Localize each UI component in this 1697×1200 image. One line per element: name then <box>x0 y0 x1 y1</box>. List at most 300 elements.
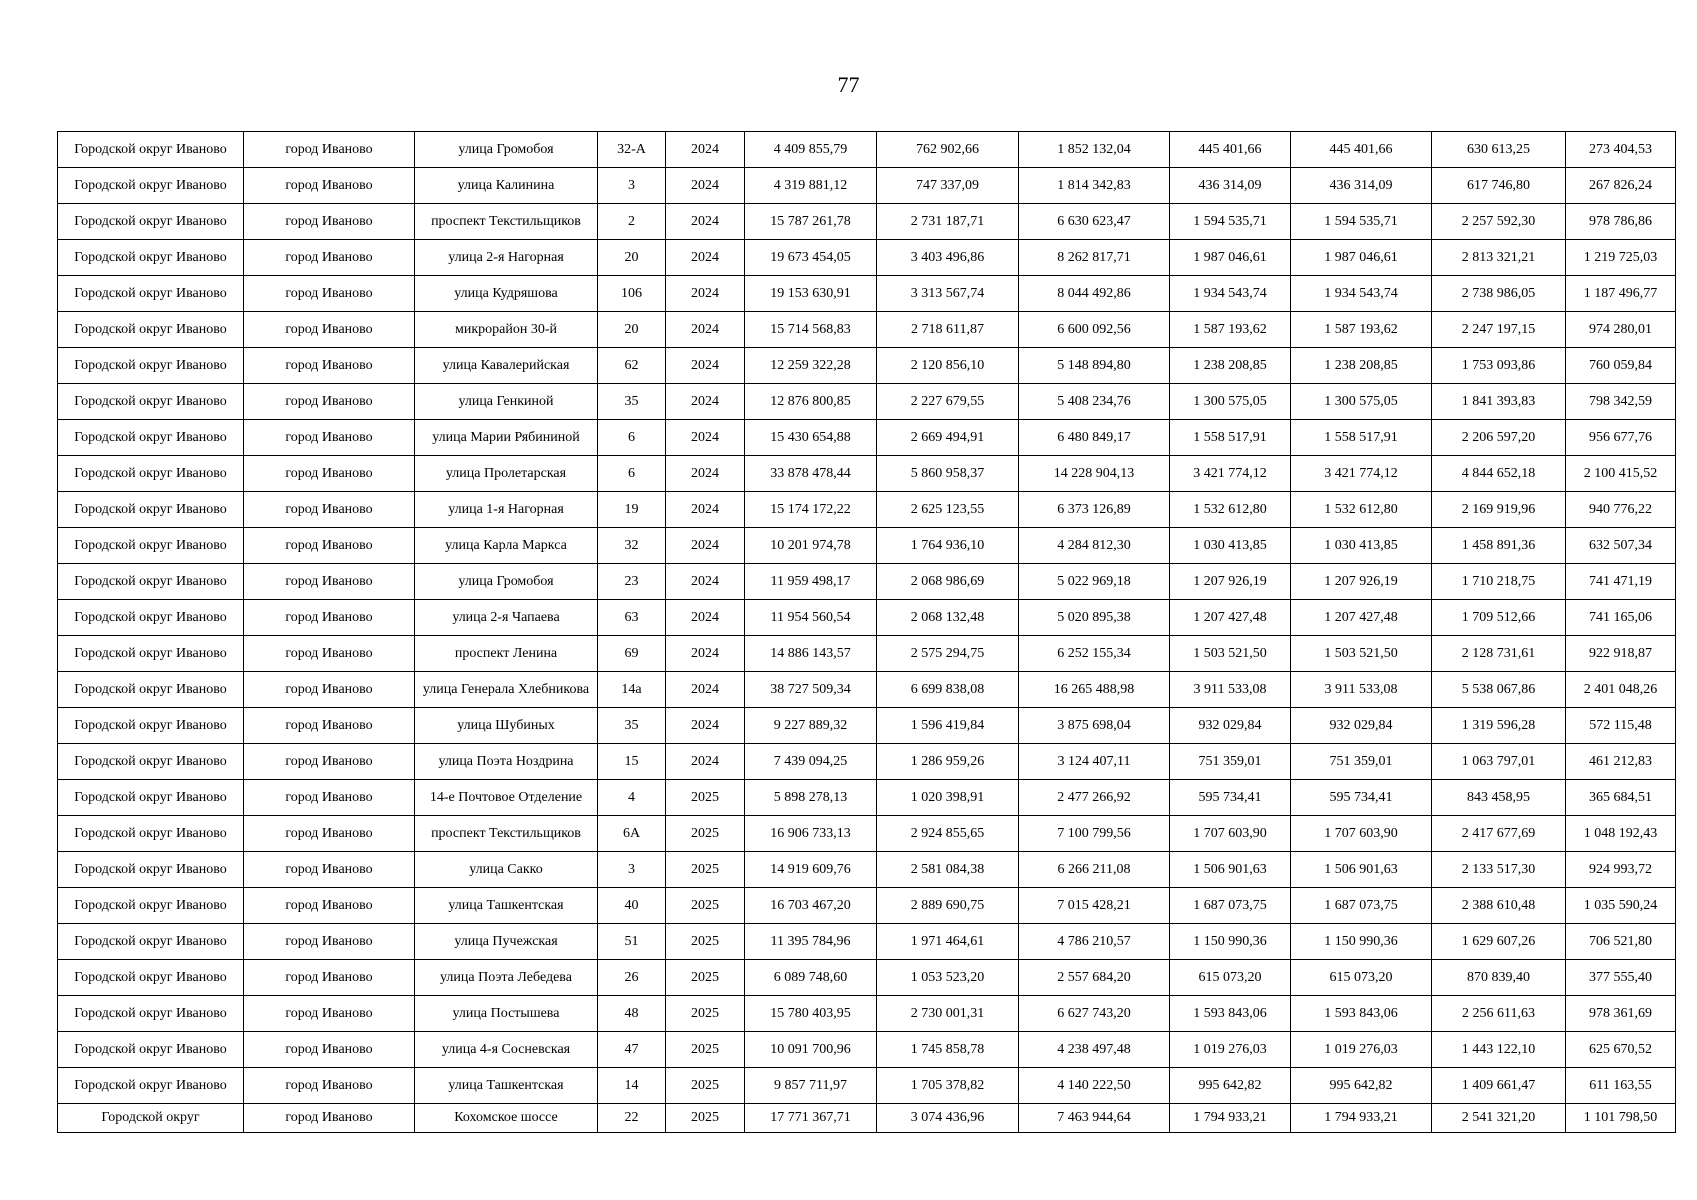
table-row <box>58 924 1676 960</box>
amount-7-cell: 1 048 192,43 <box>1566 816 1676 852</box>
locality-cell: город Иваново <box>244 996 415 1032</box>
amount-4-cell: 1 238 208,85 <box>1170 348 1291 384</box>
amount-6-cell: 2 256 611,63 <box>1432 996 1566 1032</box>
amount-6-cell: 2 388 610,48 <box>1432 888 1566 924</box>
year-cell: 2025 <box>666 852 745 888</box>
amount-3-cell: 2 557 684,20 <box>1019 960 1170 996</box>
street-cell: проспект Текстильщиков <box>415 204 598 240</box>
street-cell: улица Ташкентская <box>415 888 598 924</box>
municipality-cell: Городской округ Иваново <box>58 384 244 420</box>
locality-cell: город Иваново <box>244 672 415 708</box>
year-cell: 2025 <box>666 960 745 996</box>
locality-cell: город Иваново <box>244 708 415 744</box>
table-row <box>58 708 1676 744</box>
amount-5-cell: 1 707 603,90 <box>1291 816 1432 852</box>
amount-6-cell: 2 133 517,30 <box>1432 852 1566 888</box>
locality-cell: город Иваново <box>244 924 415 960</box>
total-cost-cell: 17 771 367,71 <box>745 1104 877 1133</box>
amount-2-cell: 2 120 856,10 <box>877 348 1019 384</box>
locality-cell: город Иваново <box>244 1032 415 1068</box>
house-number-cell: 32-А <box>598 132 666 168</box>
amount-7-cell: 1 101 798,50 <box>1566 1104 1676 1133</box>
total-cost-cell: 15 780 403,95 <box>745 996 877 1032</box>
amount-6-cell: 630 613,25 <box>1432 132 1566 168</box>
house-number-cell: 15 <box>598 744 666 780</box>
locality-cell: город Иваново <box>244 600 415 636</box>
amount-7-cell: 974 280,01 <box>1566 312 1676 348</box>
amount-4-cell: 436 314,09 <box>1170 168 1291 204</box>
table-row <box>58 636 1676 672</box>
street-cell: микрорайон 30-й <box>415 312 598 348</box>
amount-2-cell: 2 575 294,75 <box>877 636 1019 672</box>
amount-2-cell: 3 074 436,96 <box>877 1104 1019 1133</box>
house-number-cell: 20 <box>598 312 666 348</box>
year-cell: 2024 <box>666 420 745 456</box>
total-cost-cell: 12 876 800,85 <box>745 384 877 420</box>
amount-5-cell: 1 594 535,71 <box>1291 204 1432 240</box>
amount-2-cell: 2 924 855,65 <box>877 816 1019 852</box>
page-number: 77 <box>837 72 860 97</box>
locality-cell: город Иваново <box>244 492 415 528</box>
total-cost-cell: 19 153 630,91 <box>745 276 877 312</box>
amount-7-cell: 273 404,53 <box>1566 132 1676 168</box>
amount-7-cell: 572 115,48 <box>1566 708 1676 744</box>
locality-cell: город Иваново <box>244 852 415 888</box>
total-cost-cell: 11 954 560,54 <box>745 600 877 636</box>
amount-2-cell: 5 860 958,37 <box>877 456 1019 492</box>
table-row <box>58 384 1676 420</box>
amount-6-cell: 1 709 512,66 <box>1432 600 1566 636</box>
total-cost-cell: 6 089 748,60 <box>745 960 877 996</box>
street-cell: улица Калинина <box>415 168 598 204</box>
amount-4-cell: 1 030 413,85 <box>1170 528 1291 564</box>
locality-cell: город Иваново <box>244 816 415 852</box>
table-row <box>58 672 1676 708</box>
amount-7-cell: 798 342,59 <box>1566 384 1676 420</box>
year-cell: 2024 <box>666 132 745 168</box>
amount-3-cell: 5 022 969,18 <box>1019 564 1170 600</box>
amount-3-cell: 14 228 904,13 <box>1019 456 1170 492</box>
total-cost-cell: 5 898 278,13 <box>745 780 877 816</box>
amount-3-cell: 2 477 266,92 <box>1019 780 1170 816</box>
amount-3-cell: 6 630 623,47 <box>1019 204 1170 240</box>
amount-4-cell: 1 506 901,63 <box>1170 852 1291 888</box>
year-cell: 2024 <box>666 204 745 240</box>
street-cell: 14-е Почтовое Отделение <box>415 780 598 816</box>
house-number-cell: 19 <box>598 492 666 528</box>
amount-5-cell: 1 587 193,62 <box>1291 312 1432 348</box>
amount-4-cell: 3 911 533,08 <box>1170 672 1291 708</box>
amount-2-cell: 2 068 132,48 <box>877 600 1019 636</box>
street-cell: улица Поэта Ноздрина <box>415 744 598 780</box>
street-cell: улица Генерала Хлебникова <box>415 672 598 708</box>
house-number-cell: 35 <box>598 708 666 744</box>
amount-2-cell: 1 745 858,78 <box>877 1032 1019 1068</box>
year-cell: 2024 <box>666 384 745 420</box>
year-cell: 2025 <box>666 996 745 1032</box>
locality-cell: город Иваново <box>244 1068 415 1104</box>
amount-3-cell: 3 124 407,11 <box>1019 744 1170 780</box>
total-cost-cell: 12 259 322,28 <box>745 348 877 384</box>
amount-7-cell: 2 401 048,26 <box>1566 672 1676 708</box>
amount-4-cell: 445 401,66 <box>1170 132 1291 168</box>
year-cell: 2024 <box>666 564 745 600</box>
amount-4-cell: 595 734,41 <box>1170 780 1291 816</box>
amount-4-cell: 3 421 774,12 <box>1170 456 1291 492</box>
amount-3-cell: 6 627 743,20 <box>1019 996 1170 1032</box>
house-number-cell: 3 <box>598 168 666 204</box>
total-cost-cell: 4 319 881,12 <box>745 168 877 204</box>
house-number-cell: 51 <box>598 924 666 960</box>
amount-5-cell: 751 359,01 <box>1291 744 1432 780</box>
amount-4-cell: 751 359,01 <box>1170 744 1291 780</box>
year-cell: 2024 <box>666 528 745 564</box>
total-cost-cell: 9 227 889,32 <box>745 708 877 744</box>
street-cell: улица 1-я Нагорная <box>415 492 598 528</box>
amount-5-cell: 1 238 208,85 <box>1291 348 1432 384</box>
house-number-cell: 106 <box>598 276 666 312</box>
table-row <box>58 996 1676 1032</box>
total-cost-cell: 38 727 509,34 <box>745 672 877 708</box>
amount-5-cell: 1 503 521,50 <box>1291 636 1432 672</box>
amount-5-cell: 1 300 575,05 <box>1291 384 1432 420</box>
locality-cell: город Иваново <box>244 132 415 168</box>
amount-2-cell: 2 730 001,31 <box>877 996 1019 1032</box>
total-cost-cell: 9 857 711,97 <box>745 1068 877 1104</box>
amount-2-cell: 2 669 494,91 <box>877 420 1019 456</box>
total-cost-cell: 15 174 172,22 <box>745 492 877 528</box>
amount-5-cell: 1 150 990,36 <box>1291 924 1432 960</box>
year-cell: 2024 <box>666 744 745 780</box>
table-row <box>58 456 1676 492</box>
amount-4-cell: 1 587 193,62 <box>1170 312 1291 348</box>
year-cell: 2024 <box>666 456 745 492</box>
street-cell: улица Карла Маркса <box>415 528 598 564</box>
amount-2-cell: 2 889 690,75 <box>877 888 1019 924</box>
table-row <box>58 420 1676 456</box>
amount-2-cell: 747 337,09 <box>877 168 1019 204</box>
total-cost-cell: 16 906 733,13 <box>745 816 877 852</box>
amount-6-cell: 1 409 661,47 <box>1432 1068 1566 1104</box>
year-cell: 2025 <box>666 1032 745 1068</box>
amount-5-cell: 1 532 612,80 <box>1291 492 1432 528</box>
municipality-cell: Городской округ Иваново <box>58 888 244 924</box>
municipality-cell: Городской округ Иваново <box>58 744 244 780</box>
municipality-cell: Городской округ Иваново <box>58 1032 244 1068</box>
locality-cell: город Иваново <box>244 168 415 204</box>
table-row <box>58 816 1676 852</box>
year-cell: 2025 <box>666 816 745 852</box>
year-cell: 2025 <box>666 924 745 960</box>
year-cell: 2024 <box>666 672 745 708</box>
amount-2-cell: 2 731 187,71 <box>877 204 1019 240</box>
municipality-cell: Городской округ Иваново <box>58 132 244 168</box>
amount-6-cell: 2 247 197,15 <box>1432 312 1566 348</box>
table-row <box>58 852 1676 888</box>
amount-6-cell: 1 841 393,83 <box>1432 384 1566 420</box>
year-cell: 2024 <box>666 600 745 636</box>
amount-3-cell: 6 373 126,89 <box>1019 492 1170 528</box>
amount-3-cell: 8 044 492,86 <box>1019 276 1170 312</box>
amount-3-cell: 1 852 132,04 <box>1019 132 1170 168</box>
street-cell: улица Громобоя <box>415 132 598 168</box>
street-cell: улица Кудряшова <box>415 276 598 312</box>
house-number-cell: 47 <box>598 1032 666 1068</box>
amount-5-cell: 1 687 073,75 <box>1291 888 1432 924</box>
total-cost-cell: 4 409 855,79 <box>745 132 877 168</box>
locality-cell: город Иваново <box>244 420 415 456</box>
amount-7-cell: 625 670,52 <box>1566 1032 1676 1068</box>
amount-4-cell: 1 794 933,21 <box>1170 1104 1291 1133</box>
municipality-cell: Городской округ Иваново <box>58 816 244 852</box>
table-row <box>58 600 1676 636</box>
amount-5-cell: 1 019 276,03 <box>1291 1032 1432 1068</box>
street-cell: улица Громобоя <box>415 564 598 600</box>
amount-7-cell: 706 521,80 <box>1566 924 1676 960</box>
amount-3-cell: 6 600 092,56 <box>1019 312 1170 348</box>
amount-3-cell: 7 100 799,56 <box>1019 816 1170 852</box>
register-table <box>57 131 1676 1133</box>
street-cell: улица Пролетарская <box>415 456 598 492</box>
year-cell: 2024 <box>666 636 745 672</box>
locality-cell: город Иваново <box>244 780 415 816</box>
amount-6-cell: 5 538 067,86 <box>1432 672 1566 708</box>
amount-3-cell: 6 480 849,17 <box>1019 420 1170 456</box>
house-number-cell: 3 <box>598 852 666 888</box>
amount-3-cell: 6 266 211,08 <box>1019 852 1170 888</box>
amount-5-cell: 3 911 533,08 <box>1291 672 1432 708</box>
amount-7-cell: 760 059,84 <box>1566 348 1676 384</box>
municipality-cell: Городской округ Иваново <box>58 852 244 888</box>
municipality-cell: Городской округ Иваново <box>58 312 244 348</box>
house-number-cell: 6 <box>598 420 666 456</box>
municipality-cell: Городской округ Иваново <box>58 960 244 996</box>
house-number-cell: 40 <box>598 888 666 924</box>
amount-3-cell: 1 814 342,83 <box>1019 168 1170 204</box>
house-number-cell: 62 <box>598 348 666 384</box>
total-cost-cell: 11 959 498,17 <box>745 564 877 600</box>
street-cell: улица Марии Рябининой <box>415 420 598 456</box>
house-number-cell: 6А <box>598 816 666 852</box>
amount-5-cell: 1 934 543,74 <box>1291 276 1432 312</box>
amount-5-cell: 1 506 901,63 <box>1291 852 1432 888</box>
amount-4-cell: 1 934 543,74 <box>1170 276 1291 312</box>
house-number-cell: 4 <box>598 780 666 816</box>
year-cell: 2024 <box>666 240 745 276</box>
municipality-cell: Городской округ Иваново <box>58 420 244 456</box>
amount-6-cell: 1 710 218,75 <box>1432 564 1566 600</box>
table-row <box>58 312 1676 348</box>
amount-3-cell: 4 284 812,30 <box>1019 528 1170 564</box>
amount-2-cell: 2 227 679,55 <box>877 384 1019 420</box>
year-cell: 2024 <box>666 708 745 744</box>
municipality-cell: Городской округ Иваново <box>58 528 244 564</box>
municipality-cell: Городской округ Иваново <box>58 168 244 204</box>
year-cell: 2025 <box>666 888 745 924</box>
amount-5-cell: 1 207 926,19 <box>1291 564 1432 600</box>
municipality-cell: Городской округ Иваново <box>58 672 244 708</box>
street-cell: улица Постышева <box>415 996 598 1032</box>
amount-4-cell: 1 532 612,80 <box>1170 492 1291 528</box>
house-number-cell: 6 <box>598 456 666 492</box>
total-cost-cell: 15 787 261,78 <box>745 204 877 240</box>
street-cell: улица 2-я Чапаева <box>415 600 598 636</box>
amount-7-cell: 461 212,83 <box>1566 744 1676 780</box>
amount-6-cell: 4 844 652,18 <box>1432 456 1566 492</box>
amount-3-cell: 5 148 894,80 <box>1019 348 1170 384</box>
amount-2-cell: 762 902,66 <box>877 132 1019 168</box>
amount-7-cell: 611 163,55 <box>1566 1068 1676 1104</box>
table-row <box>58 528 1676 564</box>
locality-cell: город Иваново <box>244 528 415 564</box>
amount-6-cell: 1 319 596,28 <box>1432 708 1566 744</box>
amount-5-cell: 3 421 774,12 <box>1291 456 1432 492</box>
municipality-cell: Городской округ Иваново <box>58 240 244 276</box>
amount-7-cell: 956 677,76 <box>1566 420 1676 456</box>
table-row <box>58 348 1676 384</box>
total-cost-cell: 10 201 974,78 <box>745 528 877 564</box>
street-cell: улица Пучежская <box>415 924 598 960</box>
amount-2-cell: 3 403 496,86 <box>877 240 1019 276</box>
year-cell: 2025 <box>666 780 745 816</box>
table-body <box>58 132 1676 1133</box>
municipality-cell: Городской округ Иваново <box>58 636 244 672</box>
amount-6-cell: 2 257 592,30 <box>1432 204 1566 240</box>
table-row <box>58 240 1676 276</box>
amount-7-cell: 1 219 725,03 <box>1566 240 1676 276</box>
amount-3-cell: 16 265 488,98 <box>1019 672 1170 708</box>
amount-4-cell: 995 642,82 <box>1170 1068 1291 1104</box>
amount-4-cell: 1 707 603,90 <box>1170 816 1291 852</box>
table-row <box>58 1032 1676 1068</box>
amount-5-cell: 436 314,09 <box>1291 168 1432 204</box>
amount-3-cell: 4 786 210,57 <box>1019 924 1170 960</box>
municipality-cell: Городской округ Иваново <box>58 276 244 312</box>
amount-5-cell: 932 029,84 <box>1291 708 1432 744</box>
municipality-cell: Городской округ Иваново <box>58 924 244 960</box>
amount-2-cell: 1 286 959,26 <box>877 744 1019 780</box>
municipality-cell: Городской округ Иваново <box>58 600 244 636</box>
amount-7-cell: 741 165,06 <box>1566 600 1676 636</box>
locality-cell: город Иваново <box>244 888 415 924</box>
total-cost-cell: 33 878 478,44 <box>745 456 877 492</box>
amount-4-cell: 1 503 521,50 <box>1170 636 1291 672</box>
locality-cell: город Иваново <box>244 1104 415 1133</box>
street-cell: улица Шубиных <box>415 708 598 744</box>
amount-7-cell: 940 776,22 <box>1566 492 1676 528</box>
amount-6-cell: 2 206 597,20 <box>1432 420 1566 456</box>
amount-2-cell: 1 053 523,20 <box>877 960 1019 996</box>
table-row <box>58 888 1676 924</box>
amount-5-cell: 1 593 843,06 <box>1291 996 1432 1032</box>
amount-4-cell: 615 073,20 <box>1170 960 1291 996</box>
municipality-cell: Городской округ Иваново <box>58 780 244 816</box>
total-cost-cell: 15 430 654,88 <box>745 420 877 456</box>
house-number-cell: 32 <box>598 528 666 564</box>
locality-cell: город Иваново <box>244 276 415 312</box>
amount-4-cell: 1 594 535,71 <box>1170 204 1291 240</box>
table-row <box>58 564 1676 600</box>
house-number-cell: 22 <box>598 1104 666 1133</box>
street-cell: улица Ташкентская <box>415 1068 598 1104</box>
amount-4-cell: 1 150 990,36 <box>1170 924 1291 960</box>
amount-6-cell: 1 629 607,26 <box>1432 924 1566 960</box>
table-row <box>58 204 1676 240</box>
house-number-cell: 2 <box>598 204 666 240</box>
amount-6-cell: 2 541 321,20 <box>1432 1104 1566 1133</box>
amount-2-cell: 1 764 936,10 <box>877 528 1019 564</box>
amount-2-cell: 2 718 611,87 <box>877 312 1019 348</box>
amount-7-cell: 377 555,40 <box>1566 960 1676 996</box>
amount-7-cell: 1 035 590,24 <box>1566 888 1676 924</box>
amount-3-cell: 7 015 428,21 <box>1019 888 1170 924</box>
amount-7-cell: 632 507,34 <box>1566 528 1676 564</box>
table-row <box>58 276 1676 312</box>
locality-cell: город Иваново <box>244 744 415 780</box>
amount-6-cell: 1 458 891,36 <box>1432 528 1566 564</box>
locality-cell: город Иваново <box>244 564 415 600</box>
amount-6-cell: 2 738 986,05 <box>1432 276 1566 312</box>
municipality-cell: Городской округ Иваново <box>58 564 244 600</box>
amount-4-cell: 1 593 843,06 <box>1170 996 1291 1032</box>
table-row <box>58 1104 1676 1133</box>
total-cost-cell: 14 886 143,57 <box>745 636 877 672</box>
street-cell: проспект Текстильщиков <box>415 816 598 852</box>
amount-7-cell: 978 786,86 <box>1566 204 1676 240</box>
street-cell: Кохомское шоссе <box>415 1104 598 1133</box>
house-number-cell: 26 <box>598 960 666 996</box>
total-cost-cell: 14 919 609,76 <box>745 852 877 888</box>
amount-7-cell: 1 187 496,77 <box>1566 276 1676 312</box>
house-number-cell: 20 <box>598 240 666 276</box>
amount-5-cell: 445 401,66 <box>1291 132 1432 168</box>
locality-cell: город Иваново <box>244 456 415 492</box>
amount-7-cell: 365 684,51 <box>1566 780 1676 816</box>
amount-5-cell: 595 734,41 <box>1291 780 1432 816</box>
municipality-cell: Городской округ Иваново <box>58 348 244 384</box>
house-number-cell: 14 <box>598 1068 666 1104</box>
amount-6-cell: 617 746,80 <box>1432 168 1566 204</box>
amount-4-cell: 1 207 926,19 <box>1170 564 1291 600</box>
amount-6-cell: 1 443 122,10 <box>1432 1032 1566 1068</box>
table-row <box>58 780 1676 816</box>
municipality-cell: Городской округ <box>58 1104 244 1133</box>
amount-2-cell: 1 971 464,61 <box>877 924 1019 960</box>
year-cell: 2024 <box>666 276 745 312</box>
amount-3-cell: 8 262 817,71 <box>1019 240 1170 276</box>
amount-7-cell: 2 100 415,52 <box>1566 456 1676 492</box>
house-number-cell: 23 <box>598 564 666 600</box>
amount-5-cell: 1 794 933,21 <box>1291 1104 1432 1133</box>
amount-2-cell: 6 699 838,08 <box>877 672 1019 708</box>
municipality-cell: Городской округ Иваново <box>58 996 244 1032</box>
amount-6-cell: 1 063 797,01 <box>1432 744 1566 780</box>
locality-cell: город Иваново <box>244 348 415 384</box>
locality-cell: город Иваново <box>244 312 415 348</box>
municipality-cell: Городской округ Иваново <box>58 456 244 492</box>
amount-5-cell: 615 073,20 <box>1291 960 1432 996</box>
municipality-cell: Городской округ Иваново <box>58 204 244 240</box>
amount-3-cell: 4 238 497,48 <box>1019 1032 1170 1068</box>
amount-4-cell: 1 687 073,75 <box>1170 888 1291 924</box>
house-number-cell: 14а <box>598 672 666 708</box>
amount-7-cell: 267 826,24 <box>1566 168 1676 204</box>
amount-5-cell: 1 207 427,48 <box>1291 600 1432 636</box>
street-cell: улица 4-я Сосневская <box>415 1032 598 1068</box>
amount-3-cell: 6 252 155,34 <box>1019 636 1170 672</box>
amount-4-cell: 1 019 276,03 <box>1170 1032 1291 1068</box>
amount-3-cell: 5 020 895,38 <box>1019 600 1170 636</box>
